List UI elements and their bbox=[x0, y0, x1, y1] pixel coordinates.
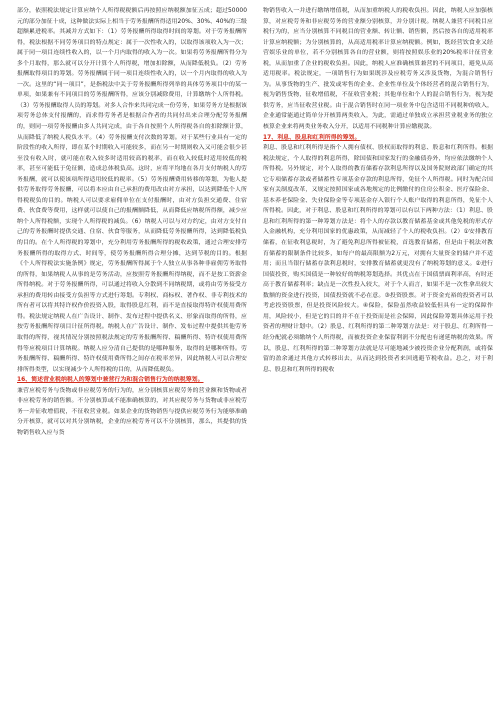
section-heading: 16、简述营业税纳税人的筹划中兼营行为和混合销售行为的纳税筹划。 bbox=[17, 377, 204, 384]
left-column bbox=[17, 6, 247, 438]
paragraph: 利息、股息和红利所得是指个人拥有债权、股权而取得的利息、股息和红利所得。根据税法规定，个人取得的利息所得，除国债和国家发行的金融债券外，均应依法缴纳个人所得税。另外规定，对个人取得的教育储蓄存款利息所得以及国务院财政部门确定的其它专项储蓄存款或者储蓄性专项基金存款的利息所得，免征个人所得税。同时为配合国家有关制度改革，又规定按照国家或各地规定的比例缴付的住房公积金、医疗保险金、基本养老保险金、失业保险金等专项基金存入银行个人账户取得的利息所得，免征个人所得税。因此，对于利息、股息和红利所得的筹划可以有以下两种方法：（1）利息、股息和红利所得的第一种筹划方法是：将个人的存款以教育储蓄基金或其他免税的形式存入金融机构，充分利用国家的优惠政策，从而减轻了个人的税收负担。（2）①安排教育储蓄，在征收利息税时，为了避免利息所得被征税，首选教育储蓄，但是由于税法对教育储蓄的限制条件比较多，如每户的最高限额为2万元，对拥有大量资金的储户并不适用；而且当银行储蓄存款利息税时，安排教育储蓄就更没有了纳税筹划的意义。②进行国债投资，购买国债是一种较好的纳税筹划选择。其优点在于国债票面利率高，有时还高于教育储蓄利率；缺点是一次性投入较大，对于个人而言，如果不是一次性拿出较大数额的资金进行投资，国债投资就不必在意。③投资股票。对于资金充裕的投资者可以考虑投资股票，但是投资风险较大。④保险，保险虽然收益较低但具有一定的保障作用，风险较小，但是它的目的并不在于投资而是社会保障，因此保险筹划具体运用于投资者的理财计划中。（2）股息、红利所得的第二种筹划方法是：对于股息、红利所得一经分配就必须缴纳个人所得税，而被投资企业保留利润不分配也有递延纳税的效果。所以，股息、红利所得的第二种筹划方法就是尽可能地减少被投资企业分配利润，或将保留的盈余通过其他方式转移出去，从而达到投资者来回逃避节税收益。总之，对于利息、股息和红利所得的税收 bbox=[263, 145, 493, 373]
paragraph: 兼营应税劳务与货物或非应税劳务的行为的，应分别核算应税劳务的营业额和货物或者非应税劳务的销售额。不分别核算或不能准确核算的，对其应税劳务与货物或非应税劳务一并征收增值税，不征收营业税。如果企业的货物销售与提供应税劳务行为能够准确分开核算，就可以对其分别纳税，企业的应税劳务可以不分别核算，那么，其提供的货物销售收入应与货 bbox=[17, 387, 247, 436]
right-column bbox=[263, 6, 493, 375]
section-heading: 17、利息、股息和红利所得的筹划。 bbox=[263, 134, 361, 141]
paragraph: 部分，依照税法规定计算应纳个人所得税税额后再按照应纳税额加征五成；超过50000元的部分加征十成，这种做法实际上相当于劳务报酬所得适用20%、30%、40%的三级超额累进税率。其减并方式如下：（1）劳务报酬所得取得时间的筹划。对于劳务报酬所得，税法根据不同劳务项目的特点规定：属于一次性收入的，以取得该项收入为一次；属于同一项目连续性收入的，以一个月内取得的收入为一次。如果将劳务报酬所得分为多个月取得，那么就可以分开计算个人所得税，增加扣除额，从而降低税负。（2）劳务报酬取得项目的筹划。劳务报酬属于同一项目连续性收入的，以一个月内取得的收入为一次。这里的“同一项目”，是指税法中关于劳务报酬所得列举的具体劳务项目中的某一单项，如果兼有不同项目的劳务报酬所得，应该分别减除费用，计算缴纳个人所得税。（3）劳务报酬取得人员的筹划。对多人合作来共同完成一份劳务，如果劳务方是根据该项劳务总体支付报酬的，而求得劳务者是根据合作者的共同付出来合理分配劳务报酬的，则同一项劳务报酬由多人共同完成，由于各自按照个人所得税各自的扣除额计算，从而降低了纳税人税负水平。（4）劳务报酬支付次数的筹划。对于某些行业具有一定的阶段性的收入所得，即在某个时期收入可能较多，而在另一时期则收入又可能会很少甚至没有收入时，就可能在收入较多时适用较高的税率，而在收入较低时适用较低的税率，甚至可能低于免征额，造成总体税负高。这时，应将平均地在各月支付纳税人的劳务报酬，就可以使该项所得适用较低的税率。（5）劳务报酬费用转移的筹划，为他人提供劳务取得劳务报酬，可以将本应由自己承担的费用改由对方承担，以达到降低个人所得税税负的目的。纳税人可以要求雇佣单位在支付报酬时，由对方负担交通费、住宿费、伙食费等费用，这样就可以使自己的报酬额降低，从而降低应纳税所得额，减少应纳个人所得税额，实现个人所得税的减负。（6）纳税人可以与对方约定，由对方支付自己的劳务报酬时提供交通、住宿、伙食等服务，从而降低劳务报酬所得，达到降低税负的目的。在个人所得税的筹划中，充分利用劳务报酬所得的税收政策，通过合理安排劳务报酬所得的取得方式、时间等，使劳务报酬所得合理分摊，达到节税的目的。根据《个人所得税法实施条例》规定，劳务报酬所得属于个人独立从事各种非雇佣劳务取得的所得，如果纳税人从事的是劳务活动，应按照劳务报酬所得纳税，而不是按工资薪金所得纳税。对于劳务报酬所得，可以通过将收入分散到不同纳税期，或将由劳务接受方承担的费用转由接受方负担等方式进行筹划。专利权、商标权、著作权、非专利技术的所有者可以将其特许权作价投资入股，取得股息红利，而不是直接取得特许权使用费所得。税法规定纳税人在广告设计、制作、发布过程中提供名义、形象而取得的所得，应按劳务报酬所得项目计征所得税。纳税人在广告设计、制作、发布过程中提供其他劳务取得的所得，视其情况分别按照税法规定的劳务报酬所得、稿酬所得、特许权使用费所得等应税项目计算纳税。纳税人应分清自己提供的是哪种服务，取得的是哪种所得。劳务报酬所得、稿酬所得、特许权使用费所得之间存在税率差异，因此纳税人可以合理安排所得类型，以实现减少个人所得税的目的，从而降低税负。 bbox=[17, 8, 247, 373]
paragraph: 物销售收入一并进行缴纳增值税，从而加重纳税人的税收负担。因此，纳税人应加强核算，对应税劳务和非应税劳务的营业额分别核算，并分别计税。纳税人兼营不同税目应税行为的，应当分别核算不同税目的营业额、转让额、销售额，然后按各自的适用税率计算应纳税额；为分别核算的，从高适用税率计算应纳税额。例如，既经营饮食业又经营娱乐业的单位，若不分别核算各自的营业额，则将按照娱乐业的20%税率计征营业税，从而加重了企业的税收负担。因此，纳税人应准确核算兼营的不同项目，避免从高适用税率。税法规定，一项销售行为如果既涉及应税劳务又涉及货物，为混合销售行为。从事货物的生产、批发或零售的企业、企业性单位及个体经营者的混合销售行为，视为销售货物，征收增值税，不征收营业税；其他单位和个人的混合销售行为，视为提供劳务，应当征收营业税。由于混合销售时在同一项业务中包含适用不同税种的收入，企业通常能通过简单分开核算两类收入，为此，需通过单独成立承担营业税业务的独立核算企业来将两类业务收入分开，以适用不同税种计算应缴税款。 bbox=[263, 8, 493, 131]
